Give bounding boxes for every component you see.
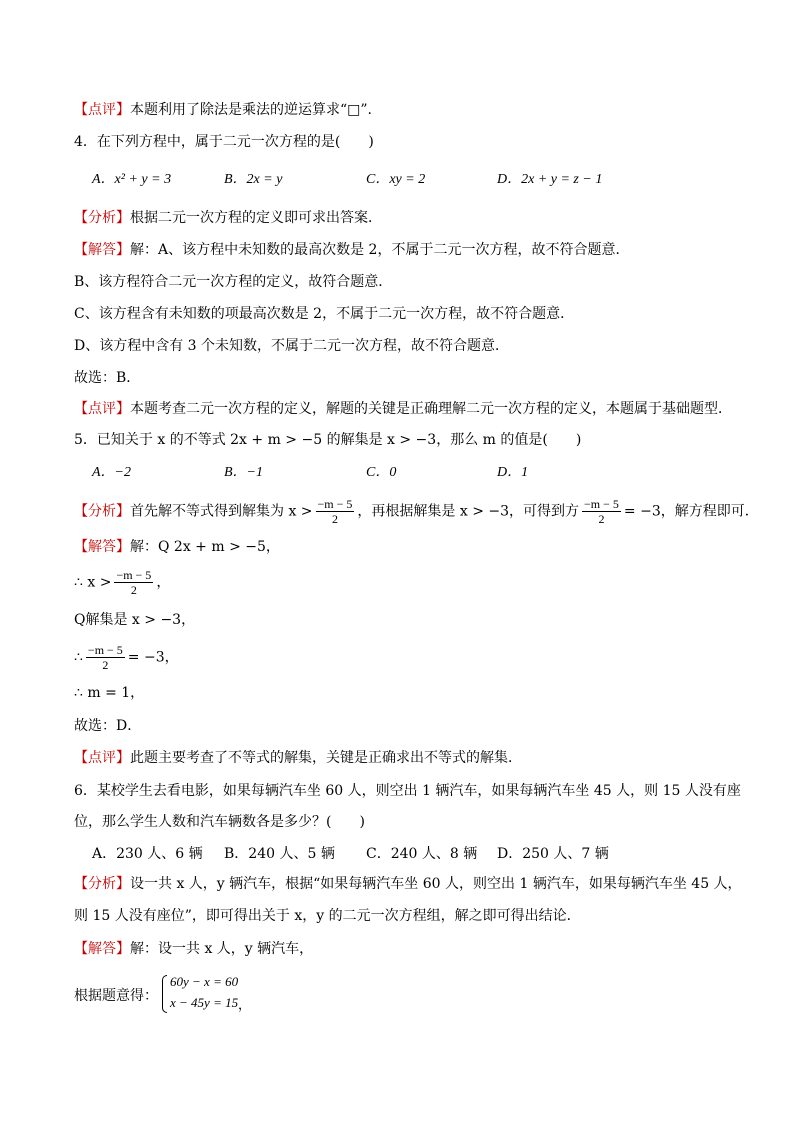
q6-analysis-line-2: 则 15 人没有座位”，即可得出关于 x，y 的二元一次方程组，解之即可得出结论． — [74, 908, 581, 924]
q4-comment — [74, 399, 732, 419]
fraction — [86, 643, 125, 672]
analysis-tag: 【分析】 — [74, 876, 130, 892]
comment-paragraph — [74, 100, 372, 120]
q5-choice: 故选：D． — [74, 718, 142, 734]
comment-text: 本题考查二元一次方程的定义，解题的关键是正确理解二元一次方程的定义，本题属于基础题型． — [130, 401, 732, 417]
question-5-stem: 5．已知关于 x 的不等式 2x + m > −5 的解集是 x > −3，那么 m 的值是( ) — [74, 432, 582, 448]
comment-tag: 【点评】 — [74, 401, 130, 417]
q5-option-c: C．0 — [366, 465, 397, 480]
q6-answer-line-1 — [74, 939, 313, 959]
comment-tag: 【点评】 — [74, 750, 130, 766]
analysis-text: 根据二元一次方程的定义即可求出答案． — [130, 210, 382, 226]
q4-analysis — [74, 208, 382, 228]
q5-option-d: D．1 — [497, 465, 529, 480]
system-brace — [162, 975, 167, 1013]
comment-text: 此题主要考查了不等式的解集，关键是正确求出不等式的解集． — [130, 750, 522, 766]
q5-option-a: A．−2 — [92, 465, 131, 480]
fraction-denominator: 2 — [331, 512, 338, 526]
question-6-stem-line-2: 位，那么学生人数和汽车辆数各是多少？( ) — [74, 814, 365, 830]
analysis-tag: 【分析】 — [74, 210, 130, 226]
q4-answer-line-2: B、该方程符合二元一次方程的定义，故符合题意． — [74, 274, 393, 290]
q6-option-d: D．250 人、7 辆 — [497, 846, 609, 862]
equation-system-comma: ， — [238, 997, 252, 1012]
q6-option-a: A．230 人、6 辆 — [92, 846, 203, 862]
fraction-denominator: 2 — [598, 512, 605, 526]
q5-answer-line-1 — [74, 537, 280, 557]
q6-analysis-line-1 — [74, 874, 742, 894]
answer-text: 解：设一共 x 人，y 辆汽车， — [130, 941, 314, 957]
answer-text: 解：Q 2x + m > −5， — [130, 539, 280, 555]
q5-option-b: B．−1 — [224, 465, 263, 480]
q4-choice: 故选：B． — [74, 370, 141, 386]
equation-2: x − 45y = 15 — [170, 995, 239, 1010]
q5-comment — [74, 748, 522, 768]
q4-option-b: B．2x = y — [224, 172, 283, 187]
q5-answer-line-5: ∴ m = 1， — [74, 685, 145, 701]
answer-text: = −3， — [127, 649, 179, 666]
answer-text: ， — [156, 574, 171, 591]
answer-text: ∴ — [74, 649, 83, 666]
fraction-denominator: 2 — [102, 658, 109, 672]
fraction-numerator: −m − 5 — [116, 568, 152, 582]
fraction — [316, 497, 355, 526]
q4-answer-line-3: C、该方程含有未知数的项最高次数是 2，不属于二元一次方程，故不符合题意． — [74, 306, 575, 322]
q4-answer-line-4: D、该方程中含有 3 个未知数，不属于二元一次方程，故不符合题意． — [74, 338, 510, 354]
q5-answer-line-4 — [74, 643, 179, 672]
comment-tag: 【点评】 — [74, 102, 130, 118]
answer-text: 解：A、该方程中未知数的最高次数是 2，不属于二元一次方程，故不符合题意． — [130, 242, 630, 258]
analysis-text: 设一共 x 人，y 辆汽车，根据“如果每辆汽车坐 60 人，则空出 1 辆汽车，如果每辆汽车坐 45 人， — [130, 876, 742, 892]
question-4-stem: 4．在下列方程中，属于二元一次方程的是( ) — [74, 134, 374, 150]
analysis-text-a: 首先解不等式得到解集为 x > — [130, 503, 313, 520]
q5-analysis — [74, 497, 759, 526]
answer-tag: 【解答】 — [74, 242, 130, 258]
q4-option-c: C．xy = 2 — [366, 172, 426, 187]
fraction-numerator: −m − 5 — [87, 643, 123, 657]
fraction — [582, 497, 621, 526]
answer-tag: 【解答】 — [74, 539, 130, 555]
equation-1: 60y − x = 60 — [170, 974, 239, 989]
analysis-text-c: = −3，解方程即可． — [623, 503, 759, 520]
fraction-denominator: 2 — [130, 583, 137, 597]
answer-text: ∴ x > — [74, 574, 112, 591]
answer-tag: 【解答】 — [74, 941, 130, 957]
q4-option-d: D．2x + y = z − 1 — [497, 172, 603, 187]
analysis-text-b: ，再根据解集是 x > −3，可得到方 — [357, 503, 580, 520]
q5-answer-line-3: Q解集是 x > −3， — [74, 612, 196, 628]
q6-answer-line-2: 根据题意得： — [74, 988, 158, 1004]
fraction — [114, 568, 153, 597]
q6-option-b: B．240 人、5 辆 — [224, 846, 335, 862]
analysis-tag: 【分析】 — [74, 503, 130, 520]
q4-option-a: A．x² + y = 3 — [92, 172, 172, 187]
q6-option-c: C．240 人、8 辆 — [366, 846, 478, 862]
q4-answer-line-1 — [74, 240, 629, 260]
question-6-stem-line-1: 6．某校学生去看电影，如果每辆汽车坐 60 人，则空出 1 辆汽车，如果每辆汽车坐 45 人，则 15 人没有座 — [74, 783, 741, 799]
q5-answer-line-2 — [74, 568, 170, 597]
comment-text: 本题利用了除法是乘法的逆运算求“□”. — [130, 102, 372, 118]
fraction-numerator: −m − 5 — [584, 497, 619, 511]
fraction-numerator: −m − 5 — [317, 497, 353, 511]
